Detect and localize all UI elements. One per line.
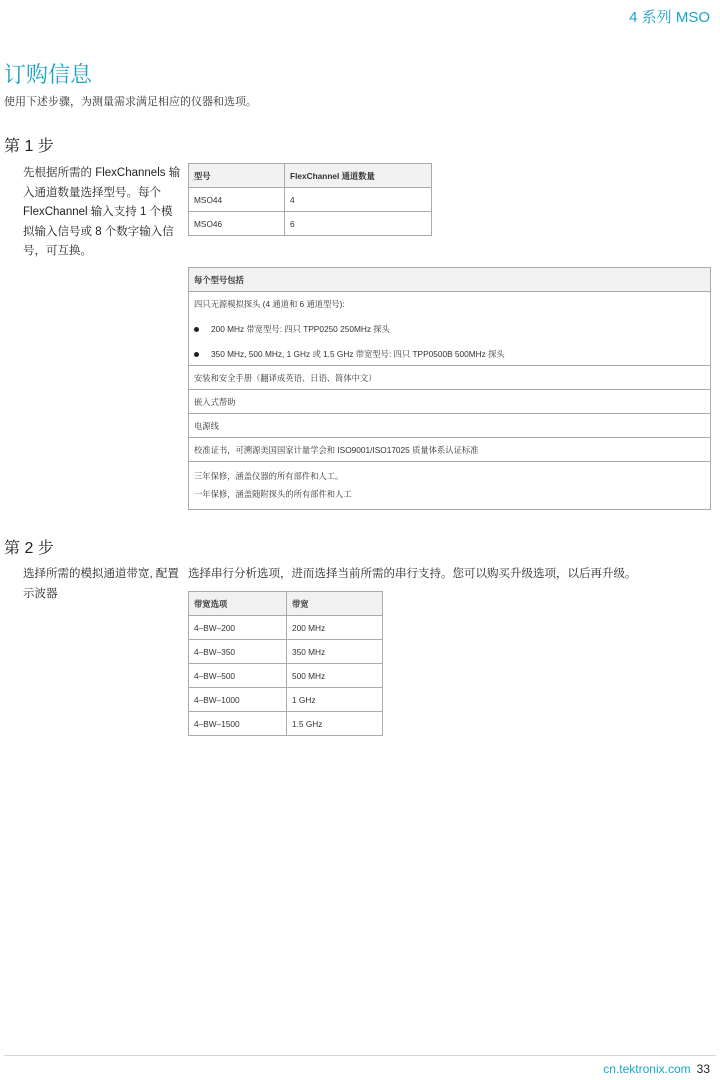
- probe-item: 200 MHz 带宽型号: 四只 TPP0250 250MHz 探头: [211, 324, 390, 334]
- table-row: [189, 616, 383, 640]
- footer: [603, 1062, 710, 1076]
- list-item: [194, 323, 710, 336]
- option-cell: 4–BW–1500: [189, 712, 287, 736]
- bullet-icon: [194, 327, 199, 332]
- models-header-model: 型号: [189, 164, 285, 188]
- option-cell: 4–BW–200: [189, 616, 287, 640]
- step1-heading: 第 1 步: [4, 138, 54, 155]
- page-subtitle: 使用下述步骤，为测量需求满足相应的仪器和选项。: [4, 96, 257, 108]
- bandwidth-cell: 200 MHz: [287, 616, 383, 640]
- models-header-channels: FlexChannel 通道数量: [285, 164, 432, 188]
- bandwidth-cell: 500 MHz: [287, 664, 383, 688]
- bandwidth-table: [188, 591, 383, 736]
- include-item: 电源线: [189, 414, 711, 438]
- bandwidth-header-value: 带宽: [287, 592, 383, 616]
- step2-description: 选择所需的模拟通道带宽, 配置示波器: [23, 568, 179, 600]
- serial-note: 选择串行分析选项，进而选择当前所需的串行支持。您可以购买升级选项，以后再升级。: [188, 568, 637, 580]
- series-name: 4 系列 MSO: [629, 9, 710, 26]
- model-cell: MSO46: [189, 212, 285, 236]
- bandwidth-cell: 1 GHz: [287, 688, 383, 712]
- bullet-icon: [194, 352, 199, 357]
- table-row: [189, 688, 383, 712]
- model-cell: MSO44: [189, 188, 285, 212]
- option-cell: 4–BW–500: [189, 664, 287, 688]
- include-item: 嵌入式帮助: [189, 390, 711, 414]
- include-item: 安装和安全手册（翻译成英语、日语、简体中文）: [189, 366, 711, 390]
- bandwidth-header-option: 带宽选项: [189, 592, 287, 616]
- include-item: 校准证书，可溯源美国国家计量学会和 ISO9001/ISO17025 质量体系认证标准: [189, 438, 711, 462]
- channels-cell: 4: [285, 188, 432, 212]
- step1-description: 先根据所需的 FlexChannels 输入通道数量选择型号。每个 FlexChannel 输入支持 1 个模拟输入信号或 8 个数字输入信号，可互换。: [23, 167, 181, 257]
- table-row: [189, 640, 383, 664]
- includes-header: 每个型号包括: [189, 268, 711, 292]
- table-row: [189, 188, 432, 212]
- includes-table: [188, 267, 711, 510]
- footer-site-link[interactable]: cn.tektronix.com: [603, 1062, 691, 1076]
- option-cell: 4–BW–350: [189, 640, 287, 664]
- page-title: 订购信息: [4, 62, 93, 87]
- models-table: [188, 163, 432, 236]
- table-row: [189, 712, 383, 736]
- step2-heading: 第 2 步: [4, 540, 54, 557]
- table-row: [189, 664, 383, 688]
- list-item: [194, 348, 710, 361]
- table-row: [189, 212, 432, 236]
- warranty-probes: 一年保修，涵盖随附探头的所有部件和人工: [194, 489, 352, 499]
- probes-intro: 四只无源模拟探头 (4 通道和 6 通道型号):: [194, 299, 345, 309]
- bandwidth-cell: 1.5 GHz: [287, 712, 383, 736]
- page-number: 33: [696, 1062, 710, 1076]
- footer-divider: [4, 1055, 716, 1056]
- probe-item: 350 MHz, 500 MHz, 1 GHz 或 1.5 GHz 带宽型号: 四只 TPP0500B 500MHz 探头: [211, 349, 505, 359]
- bandwidth-cell: 350 MHz: [287, 640, 383, 664]
- warranty-instrument: 三年保修，涵盖仪器的所有部件和人工。: [194, 471, 344, 481]
- option-cell: 4–BW–1000: [189, 688, 287, 712]
- channels-cell: 6: [285, 212, 432, 236]
